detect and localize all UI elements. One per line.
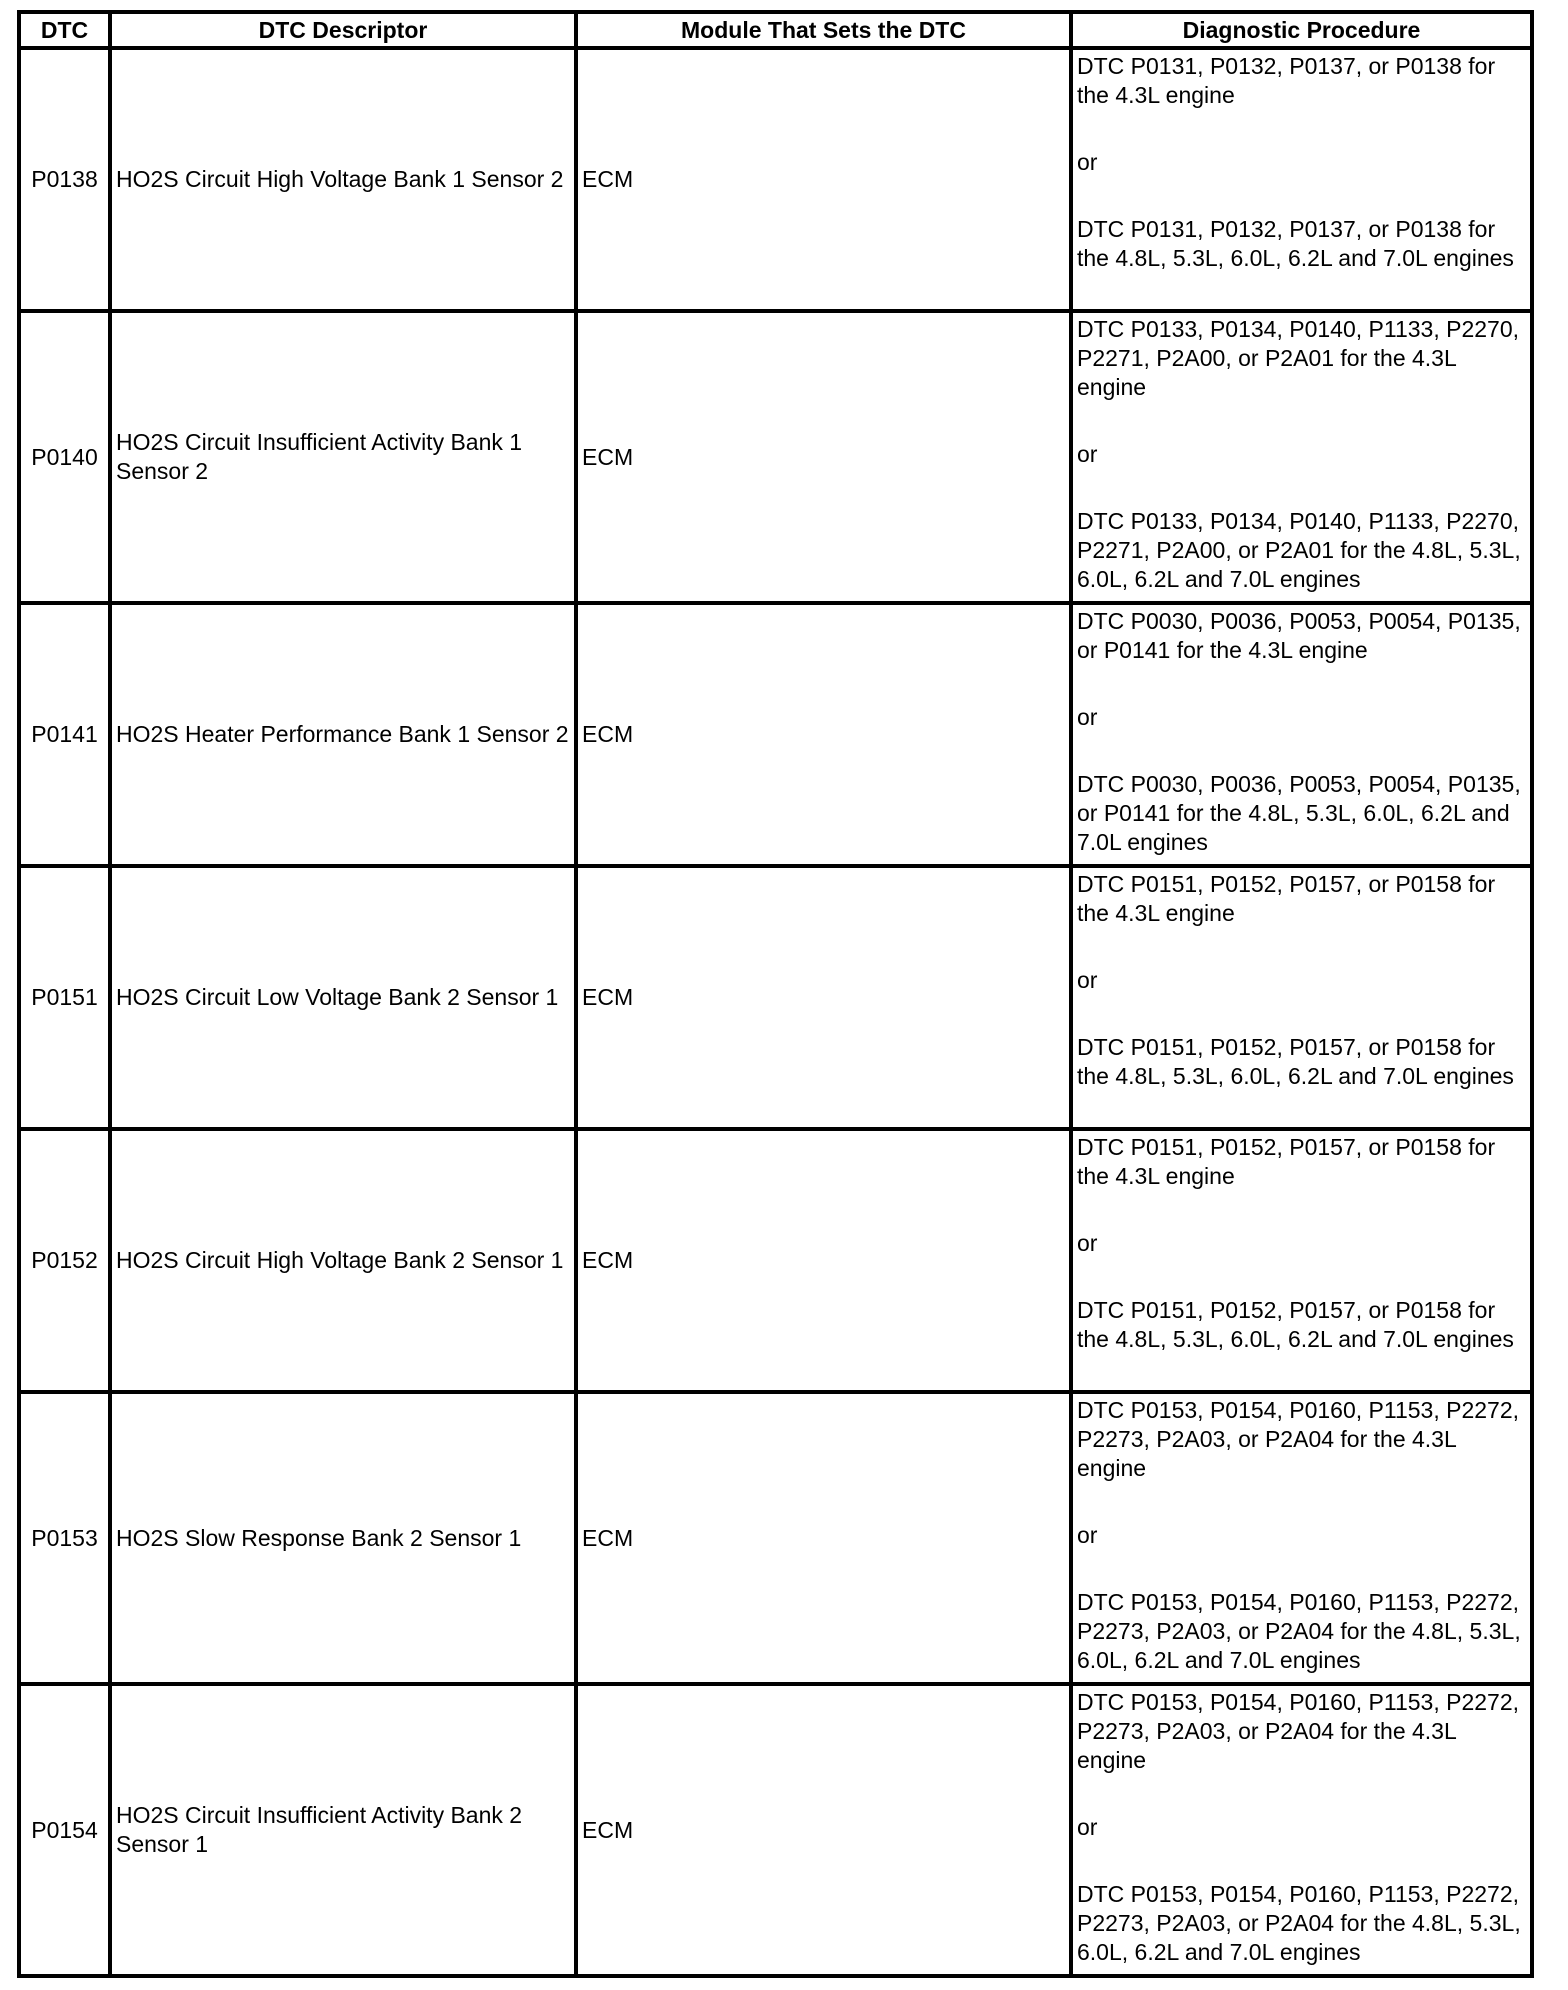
procedure-other-engines: DTC P0131, P0132, P0137, or P0138 for the 4.8L, 5.3L, 6.0L, 6.2L and 7.0L engines xyxy=(1077,216,1514,271)
dtc-table-container xyxy=(17,10,1534,1978)
dtc-code: P0151 xyxy=(19,866,110,1129)
procedure-other-engines: DTC P0151, P0152, P0157, or P0158 for the 4.8L, 5.3L, 6.0L, 6.2L and 7.0L engines xyxy=(1077,1297,1514,1352)
dtc-code: P0141 xyxy=(19,603,110,866)
procedure-or: or xyxy=(1077,149,1098,175)
procedure-or: or xyxy=(1077,441,1098,467)
diagnostic-procedure xyxy=(1071,603,1532,866)
diagnostic-procedure xyxy=(1071,1684,1532,1976)
dtc-module: ECM xyxy=(576,866,1071,1129)
procedure-other-engines: DTC P0151, P0152, P0157, or P0158 for the 4.8L, 5.3L, 6.0L, 6.2L and 7.0L engines xyxy=(1077,1034,1514,1089)
table-row xyxy=(19,311,1532,603)
dtc-descriptor: HO2S Circuit High Voltage Bank 2 Sensor 1 xyxy=(110,1129,576,1392)
procedure-4-3l: DTC P0153, P0154, P0160, P1153, P2272, P2273, P2A03, or P2A04 for the 4.3L engine xyxy=(1077,1397,1519,1481)
dtc-descriptor: HO2S Circuit Insufficient Activity Bank 2 Sensor 1 xyxy=(110,1684,576,1976)
table-row xyxy=(19,603,1532,866)
dtc-descriptor: HO2S Circuit Low Voltage Bank 2 Sensor 1 xyxy=(110,866,576,1129)
procedure-4-3l: DTC P0151, P0152, P0157, or P0158 for the 4.3L engine xyxy=(1077,1134,1496,1189)
procedure-or: or xyxy=(1077,1230,1098,1256)
dtc-descriptor: HO2S Heater Performance Bank 1 Sensor 2 xyxy=(110,603,576,866)
dtc-code: P0152 xyxy=(19,1129,110,1392)
dtc-module: ECM xyxy=(576,48,1071,311)
dtc-code: P0153 xyxy=(19,1392,110,1684)
dtc-module: ECM xyxy=(576,603,1071,866)
dtc-code: P0140 xyxy=(19,311,110,603)
header-module: Module That Sets the DTC xyxy=(576,12,1071,48)
procedure-4-3l: DTC P0151, P0152, P0157, or P0158 for the 4.3L engine xyxy=(1077,871,1496,926)
header-procedure: Diagnostic Procedure xyxy=(1071,12,1532,48)
table-row xyxy=(19,1392,1532,1684)
procedure-4-3l: DTC P0133, P0134, P0140, P1133, P2270, P2271, P2A00, or P2A01 for the 4.3L engine xyxy=(1077,316,1519,400)
dtc-table xyxy=(17,10,1534,1978)
table-row xyxy=(19,1129,1532,1392)
procedure-other-engines: DTC P0030, P0036, P0053, P0054, P0135, or P0141 for the 4.8L, 5.3L, 6.0L, 6.2L and 7.0L engines xyxy=(1077,771,1521,855)
diagnostic-procedure xyxy=(1071,866,1532,1129)
diagnostic-procedure xyxy=(1071,1392,1532,1684)
dtc-module: ECM xyxy=(576,1392,1071,1684)
dtc-descriptor: HO2S Circuit Insufficient Activity Bank 1 Sensor 2 xyxy=(110,311,576,603)
diagnostic-procedure xyxy=(1071,1129,1532,1392)
procedure-or: or xyxy=(1077,967,1098,993)
procedure-or: or xyxy=(1077,704,1098,730)
procedure-4-3l: DTC P0131, P0132, P0137, or P0138 for the 4.3L engine xyxy=(1077,53,1496,108)
table-row xyxy=(19,1684,1532,1976)
table-row xyxy=(19,48,1532,311)
dtc-module: ECM xyxy=(576,311,1071,603)
dtc-descriptor: HO2S Slow Response Bank 2 Sensor 1 xyxy=(110,1392,576,1684)
header-dtc: DTC xyxy=(19,12,110,48)
table-row xyxy=(19,866,1532,1129)
dtc-module: ECM xyxy=(576,1684,1071,1976)
dtc-module: ECM xyxy=(576,1129,1071,1392)
dtc-code: P0154 xyxy=(19,1684,110,1976)
procedure-other-engines: DTC P0153, P0154, P0160, P1153, P2272, P2273, P2A03, or P2A04 for the 4.8L, 5.3L, 6.0L, 6.2L and 7.0L engines xyxy=(1077,1881,1521,1965)
procedure-4-3l: DTC P0030, P0036, P0053, P0054, P0135, or P0141 for the 4.3L engine xyxy=(1077,608,1521,663)
procedure-or: or xyxy=(1077,1814,1098,1840)
procedure-other-engines: DTC P0133, P0134, P0140, P1133, P2270, P2271, P2A00, or P2A01 for the 4.8L, 5.3L, 6.0L, 6.2L and 7.0L engines xyxy=(1077,508,1521,592)
dtc-descriptor: HO2S Circuit High Voltage Bank 1 Sensor 2 xyxy=(110,48,576,311)
dtc-code: P0138 xyxy=(19,48,110,311)
procedure-other-engines: DTC P0153, P0154, P0160, P1153, P2272, P2273, P2A03, or P2A04 for the 4.8L, 5.3L, 6.0L, 6.2L and 7.0L engines xyxy=(1077,1589,1521,1673)
procedure-or: or xyxy=(1077,1522,1098,1548)
header-descriptor: DTC Descriptor xyxy=(110,12,576,48)
diagnostic-procedure xyxy=(1071,311,1532,603)
table-header-row xyxy=(19,12,1532,48)
diagnostic-procedure xyxy=(1071,48,1532,311)
procedure-4-3l: DTC P0153, P0154, P0160, P1153, P2272, P2273, P2A03, or P2A04 for the 4.3L engine xyxy=(1077,1689,1519,1773)
